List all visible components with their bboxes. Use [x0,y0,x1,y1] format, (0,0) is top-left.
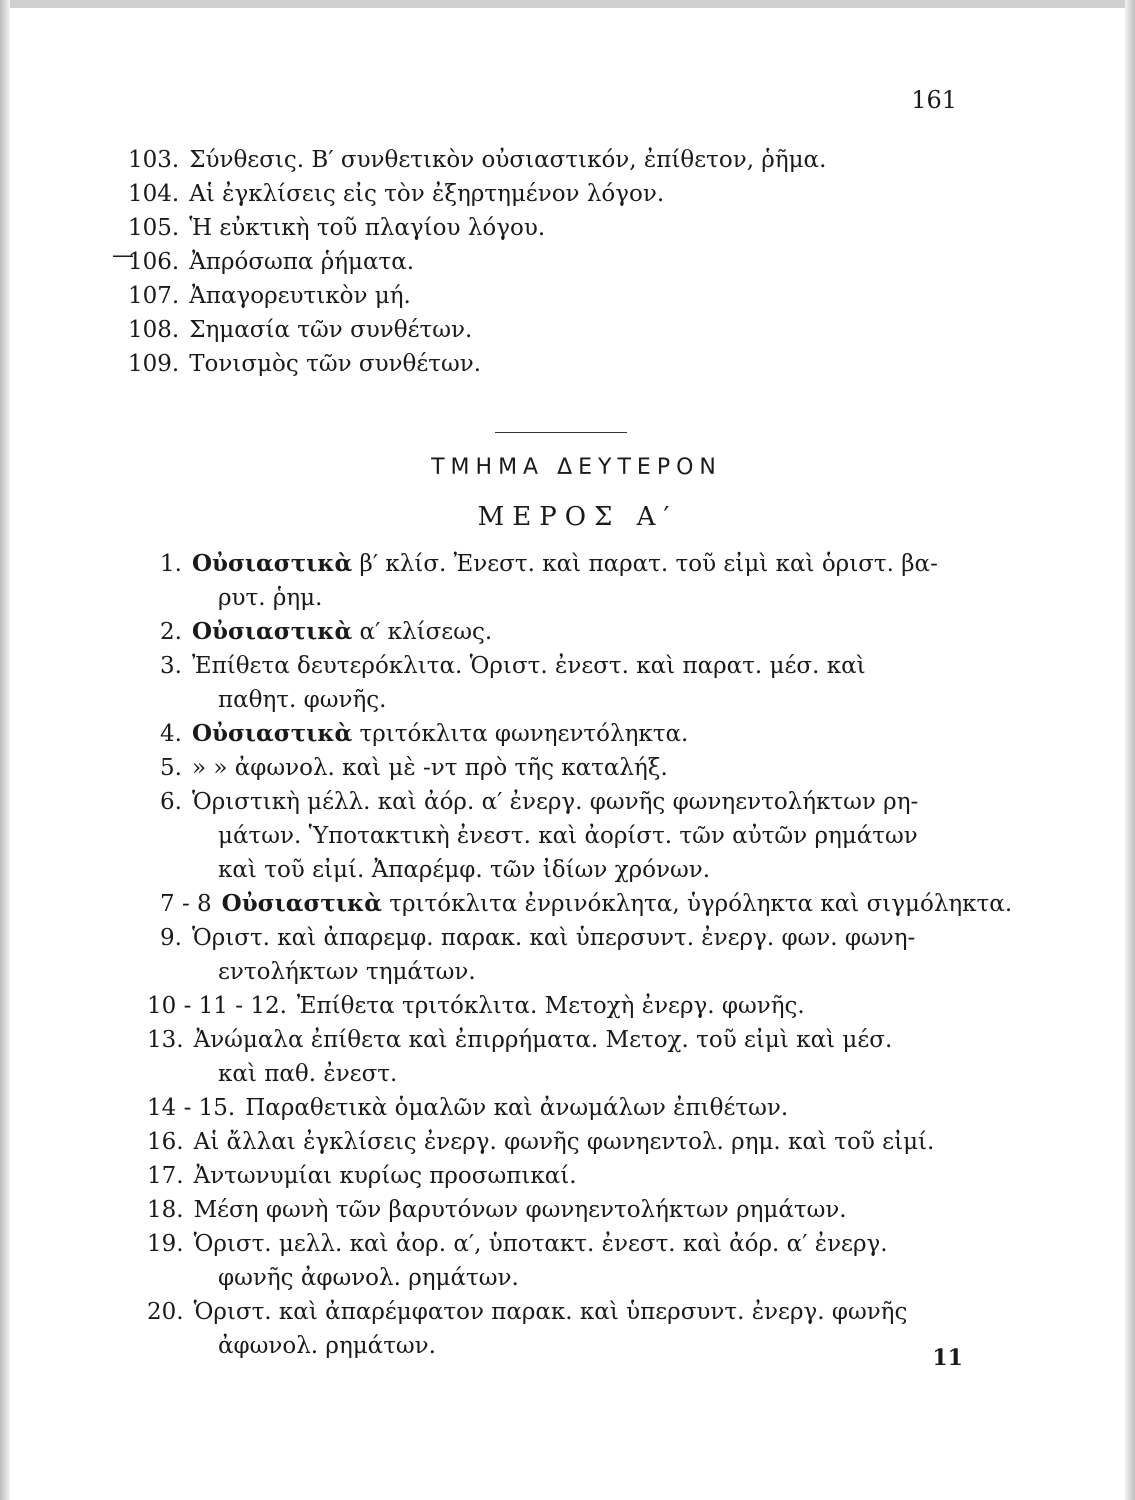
item-text: Μέση φωνὴ τῶν βαρυτόνων φωνηεντολήκτων ρημάτων. [193,1197,847,1223]
item-number: 2. [160,619,182,645]
toc-item-109 [128,347,481,381]
toc-item-9 [160,921,915,955]
item-text: τριτόκλιτα ἐνρινόκλητα, ὑγρόληκτα καὶ σιγμόληκτα. [381,891,1013,917]
item-text: Αἱ ἄλλαι ἐγκλίσεις ἐνεργ. φωνῆς φωνηεντολ. ρημ. καὶ τοῦ εἰμί. [193,1129,935,1155]
toc-item-1-continuation: ρυτ. ῥημ. [218,585,323,611]
toc-item-20-continuation: ἀφωνολ. ρημάτων. [218,1333,436,1359]
toc-item-10-11-12 [147,989,805,1023]
item-text: Ὁριστ. καὶ ἀπαρεμφ. παρακ. καὶ ὑπερσυντ. ἐνεργ. φων. φωνη- [191,925,916,951]
item-text: Ὁριστικὴ μέλλ. καὶ ἀόρ. α′ ἐνεργ. φωνῆς φωνηεντολήκτων ρη- [191,789,919,815]
item-number: 106. [128,249,180,275]
section-title: ΤΜΗΜΑ ΔΕΥΤΕΡΟΝ [431,455,722,480]
toc-item-9-continuation: εντολήκτων τημάτων. [218,959,476,985]
toc-item-104 [128,177,664,211]
item-text: Ἀπαγορευτικὸν μή. [189,283,411,309]
item-bold-text: Οὐσιαστικὰ [221,890,382,917]
item-number: 107. [128,283,180,309]
toc-item-18 [147,1193,847,1227]
item-number: 103. [128,147,180,173]
toc-item-20 [147,1295,907,1329]
item-bold-text: Οὐσιαστικὰ [191,550,353,577]
item-number: 14 - 15. [147,1095,236,1121]
item-bold-text: Οὐσιαστικὰ [191,618,353,645]
item-text: Ἀντωνυμίαι κυρίως προσωπικαί. [193,1163,577,1189]
item-text: Σύνθεσις. Β′ συνθετικὸν οὐσιαστικόν, ἐπίθετον, ῥῆμα. [189,147,827,173]
item-number: 109. [128,351,180,377]
toc-item-16 [147,1125,934,1159]
item-text: Παραθετικὰ ὁμαλῶν καὶ ἀνωμάλων ἐπιθέτων. [245,1095,789,1121]
toc-item-17 [147,1159,577,1193]
toc-item-107 [128,279,411,313]
item-number: 6. [160,789,182,815]
item-text: Ἡ εὐκτικὴ τοῦ πλαγίου λόγου. [189,215,546,241]
item-number: 7 - 8 [160,891,212,917]
item-number: 17. [147,1163,184,1189]
item-number: 13. [147,1027,184,1053]
toc-item-3 [160,649,866,683]
item-text: Ἀπρόσωπα ῥήματα. [189,249,415,275]
toc-item-1 [160,547,938,581]
page-edge-top [0,0,1135,8]
toc-item-13 [147,1023,892,1057]
toc-item-14-15 [147,1091,788,1125]
item-text: Ἀνώμαλα ἐπίθετα καὶ ἐπιρρήματα. Μετοχ. τοῦ εἰμὶ καὶ μέσ. [193,1027,893,1053]
toc-item-103 [128,143,826,177]
item-number: 104. [128,181,180,207]
item-number: 108. [128,317,180,343]
item-number: 18. [147,1197,184,1223]
item-number: 5. [160,755,182,781]
item-text: Σημασία τῶν συνθέτων. [189,317,473,343]
item-number: 9. [160,925,182,951]
item-text: Αἱ ἐγκλίσεις εἰς τὸν ἐξηρτημένον λόγον. [189,181,665,207]
item-text: α′ κλίσεως. [352,619,493,645]
toc-item-108 [128,313,472,347]
toc-item-5 [160,751,668,785]
toc-item-106 [128,245,414,279]
toc-item-6-continuation-2: καὶ τοῦ εἰμί. Ἀπαρέμφ. τῶν ἰδίων χρόνων. [218,857,711,883]
item-number: 19. [147,1231,184,1257]
item-number: 4. [160,721,182,747]
toc-item-6-continuation: μάτων. Ὑποτακτικὴ ἐνεστ. καὶ ἀορίστ. τῶν αὐτῶν ρημάτων [218,823,918,849]
item-bold-text: Οὐσιαστικὰ [191,720,353,747]
section-divider [495,432,627,433]
part-title: ΜΕΡΟΣ Α′ [477,502,678,532]
toc-item-3-continuation: παθητ. φωνῆς. [218,687,387,713]
toc-item-13-continuation: καὶ παθ. ἐνεστ. [218,1061,398,1087]
item-text: Ὁριστ. καὶ ἀπαρέμφατον παρακ. καὶ ὑπερσυντ. ἐνεργ. φωνῆς [193,1299,908,1325]
signature-mark: 11 [932,1345,963,1371]
item-number: 20. [147,1299,184,1325]
item-number: 10 - 11 - 12. [147,993,287,1019]
item-text: Ἐπίθετα δευτερόκλιτα. Ὁριστ. ἐνεστ. καὶ παρατ. μέσ. καὶ [191,653,866,679]
page-number: 161 [911,86,957,114]
page-edge-left [0,0,10,1500]
item-number: 3. [160,653,182,679]
item-number: 16. [147,1129,184,1155]
item-text: Ὁριστ. μελλ. καὶ ἀορ. α′, ὑποτακτ. ἐνεστ. καὶ ἀόρ. α′ ἐνεργ. [193,1231,888,1257]
toc-item-19 [147,1227,888,1261]
item-number: 105. [128,215,180,241]
item-number: 1. [160,551,182,577]
page-edge-right [1125,0,1135,1500]
item-text: β′ κλίσ. Ἐνεστ. καὶ παρατ. τοῦ εἰμὶ καὶ ὁριστ. βα- [352,551,938,577]
item-text: τριτόκλιτα φωνηεντόληκτα. [352,721,689,747]
toc-item-19-continuation: φωνῆς ἀφωνολ. ρημάτων. [218,1265,519,1291]
margin-mark: — [112,243,134,268]
toc-item-7-8 [160,887,1012,921]
toc-item-105 [128,211,545,245]
item-text: » » ἀφωνολ. καὶ μὲ -ντ πρὸ τῆς καταλήξ. [191,755,668,781]
item-text: Τονισμὸς τῶν συνθέτων. [189,351,482,377]
item-text: Ἐπίθετα τριτόκλιτα. Μετοχὴ ἐνεργ. φωνῆς. [296,993,805,1019]
toc-item-4 [160,717,688,751]
toc-item-6 [160,785,918,819]
toc-item-2 [160,615,492,649]
